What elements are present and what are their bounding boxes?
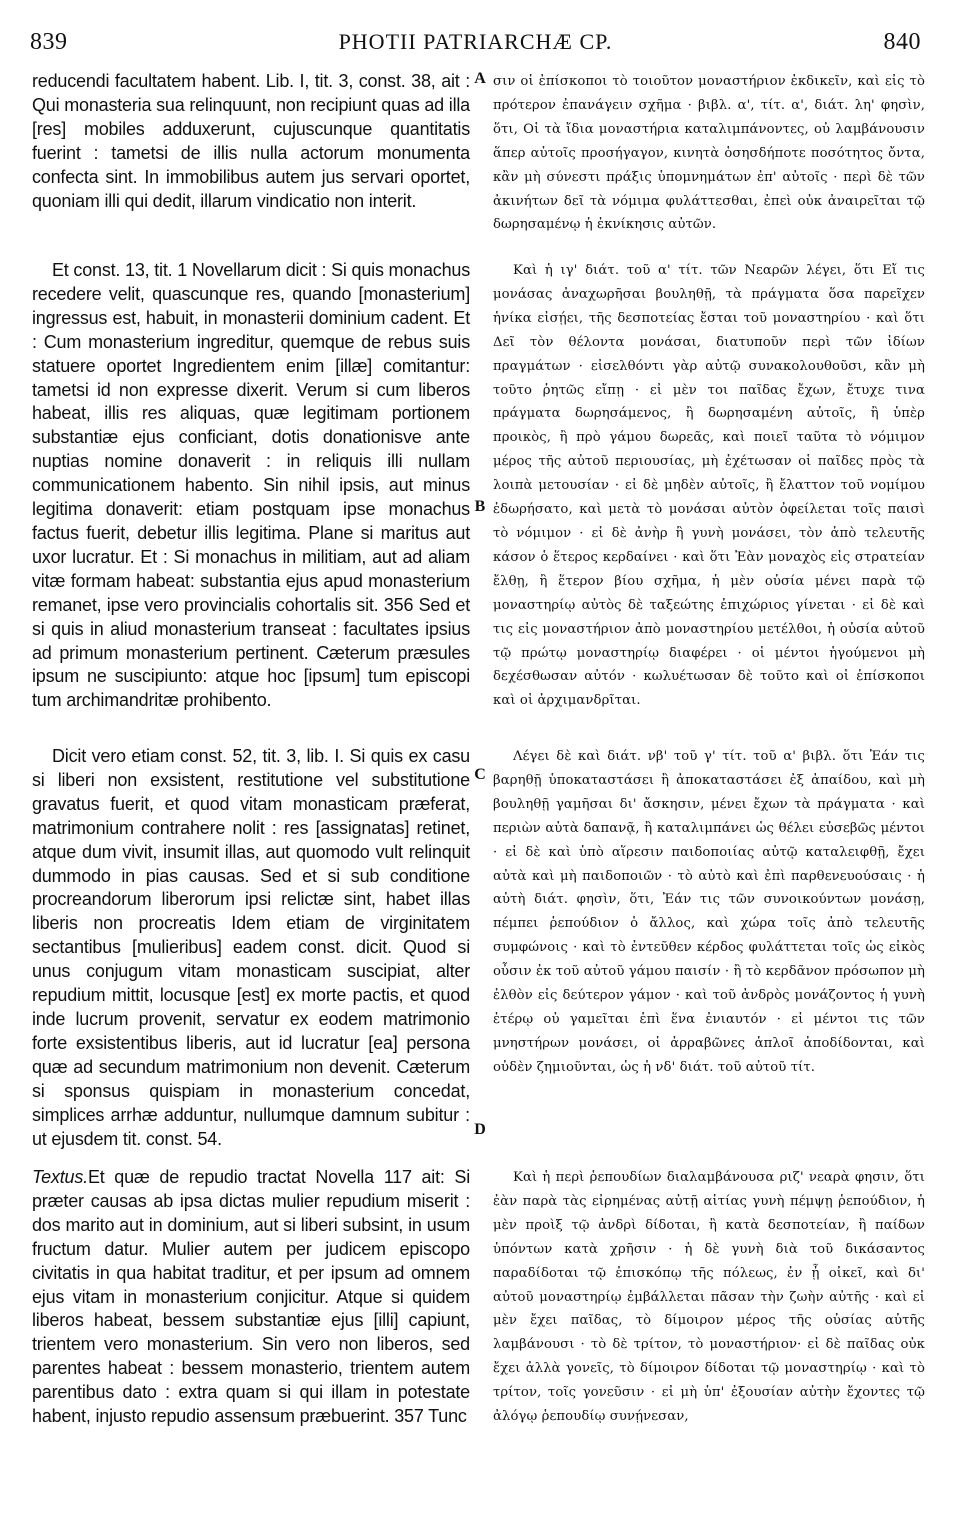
latin-paragraph-3: Dicit vero etiam const. 52, tit. 3, lib. I. Si quis ex casu si liberi non exsistent, restitutione vel substitutione gravatus fuerit, et quod vitam monasticam præferat, matrimonium contrahere nolit : res [assignatas] retinet, atque dum vivit, insumit illas, aut quomodo vult relinquit dummodo in pias causas. Sed et si sub conditione procreandorum liberorum ipsi relictæ sint, habet illas liberis non procreatis Idem etiam de virginitatem sectantibus [mulieribus] eadem const. dicit. Quod si unus conjugum vitam monasticam suscipiat, alter repudium mittit, locusque [est] ex morte pactis, et quod inde lucrum provenit, servatur ex eodem matrimonio forte exsistentibus liberis, aut id lucratur [ea] persona quæ ad secundum matrimonium non devenit. Cæterum si sponsus quispiam in monasterium concedat, simplices arrhæ adduntur, nullumque damnum subitur : ut ejusdem tit. const. 54.	[32, 746, 470, 1149]
greek-column	[493, 70, 925, 237]
latin-paragraph-4-text: Et quæ de repudio tractat Novella 117 ait: Si præter causas ab ipsa dictas mulier repudium miserit : dos marito aut in dominium, aut si liberi subsint, in usum fructum datur. Mulier autem per judicem episcopo civitatis in qua habitat traditur, et per ipsum ad omnem ejus vitam in monasterium conjicitur. Atque si quidem liberos habeat, bessem substantiæ ejus [illi] capiunt, trientem vero monasterium. Sin vero non liberos, sed parentes habeat : bessem monasterio, trientem autem parentibus dato : extra quam si qui illam in potestate habent, injusto repudio assensum præbuerint. 357 Tunc	[32, 1167, 470, 1427]
greek-column-3	[493, 745, 925, 1080]
latin-column-4	[32, 1166, 470, 1429]
textus-label: Textus.	[32, 1167, 88, 1187]
left-page-number: 839	[30, 28, 68, 55]
margin-marker-d: D	[474, 1121, 486, 1138]
latin-column-3	[32, 745, 470, 1151]
page-header	[30, 22, 921, 62]
greek-paragraph-4: Καὶ ἡ περὶ ῥεπουδίων διαλαμβάνουσα ριζ' νεαρὰ φησιν, ὅτι ἐὰν παρὰ τὰς εἰρημένας αὐτῇ αἰτίας γυνὴ πέμψῃ ῥεπούδιον, ἡ μὲν προὶξ τῷ ἀνδρὶ δίδοται, ἢ κατὰ δεσποτείαν, ἢ παίδων ὑπόντων κατὰ χρῆσιν · ἡ δὲ γυνὴ διὰ τοῦ δικάσαντος παραδίδοται τῷ ἐπισκόπῳ τῆς πόλεως, ἐν ᾗ οἰκεῖ, καὶ δι' αὐτοῦ μοναστηρίῳ ἐμβάλλεται πᾶσαν τὴν ζωὴν αὐτῆς · καὶ εἰ μὲν ἔχει παῖδας, τὸ δίμοιρον μέρος τῆς οὐσίας αὐτῆς λαμβάνουσι · τὸ δὲ τρίτον, τὸ μοναστήριον· εἰ δὲ παῖδας οὐκ ἔχει ἀλλὰ γονεῖς, τὸ δίμοιρον δίδοται τῷ μοναστηρίῳ · καὶ τὸ τρίτον, τοῖς γονεῦσιν · εἰ μὴ ὑπ' ἐξουσίαν αὐτὴν ἔχοντες τῷ ἀλόγῳ ῥεπουδίῳ συνῄνεσαν,	[493, 1170, 925, 1425]
greek-paragraph-2: Καὶ ἡ ιγ' διάτ. τοῦ α' τίτ. τῶν Νεαρῶν λέγει, ὅτι Εἴ τις μονάσας ἀναχωρῆσαι βουληθῇ, τὰ πράγματα ὅσα παρεῖχεν ἡνίκα εἰσῄει, τῆς δεσποτείας ἔσται τοῦ μοναστηρίου · καὶ ὅτι Δεῖ τὸν θέλοντα μονάσαι, διατυποῦν περὶ τῶν ἰδίων πραγμάτων · εἰσελθόντι γὰρ αὐτῷ συνακολουθοῦσι, κἂν μὴ τοῦτο ῥητῶς εἴπῃ · εἰ μὲν τοι παῖδας ἔχων, ἔτυχε τινα πράγματα δωρησάμενος, ἢ δωρησαμένη αὐτοῖς, ἢ ὑπὲρ προικὸς, ἢ πρὸ γάμου δωρεᾶς, καὶ ποιεῖ ταῦτα τὸ νόμιμον μέρος τῆς αὐτοῦ περιουσίας, μὴ ἐχέτωσαν οἱ παῖδες πρὸς τὰ λοιπὰ μετουσίαν · εἰ δὲ μηδὲν αὐτοῖς, ἢ ἔλαττον τοῦ νομίμου ἐδωρήσατο, καὶ μετὰ τὸ μονάσαι αὐτὸν ὀφείλεται τοῖς παισὶ τὸ νόμιμον · εἰ δὲ ἀνὴρ ἢ γυνὴ μονάσει, τὸν ἀπὸ τελευτῆς κάσον ὁ ἕτερος κερδαίνει · καὶ ὅτι Ἐὰν μοναχὸς εἰς στρατείαν ἔλθῃ, ἢ ἕτερον βίου σχῆμα, ἡ μὲν οὐσία μένει παρὰ τῷ μοναστηρίῳ αὐτὸς δὲ ταξεώτης ἐπιχώριος γίνεται · εἰ δὲ καὶ τις εἰς μοναστήριον ἀπὸ μοναστηρίου μετέλθοι, ἡ οὐσία αὐτοῦ τῷ πρώτῳ μοναστηρίῳ διαφέρει · οἱ μέντοι ἡγούμενοι μὴ δεχέσθωσαν αὐτόν · κωλυέτωσαν δὲ τοῦτο καὶ οἱ ἐπίσκοποι καὶ οἱ ἀρχιμανδρῖται.	[493, 263, 925, 709]
greek-column-2	[493, 259, 925, 713]
margin-marker-a: A	[474, 70, 486, 87]
margin-marker-c: C	[474, 766, 486, 783]
latin-column	[32, 70, 470, 213]
greek-paragraph-3: Λέγει δὲ καὶ διάτ. νβ' τοῦ γ' τίτ. τοῦ α' βιβλ. ὅτι Ἐάν τις βαρηθῇ ὑποκαταστάσει ἢ ἀποκαταστάσει ἐξ ἀπαίδου, καὶ μὴ βουληθῇ γαμῆσαι δι' ἄσκησιν, μένει ἔχων τὰ πράγματα · καὶ περιὼν αὐτὰ δαπανᾷ, ἢ καταλιμπάνει ὡς θέλει εὐσεβῶς μέντοι · εἰ δὲ καὶ ὑπὸ αἵρεσιν παιδοποιίας αὐτῷ καταλειφθῇ, ἔχει αὐτὰ καὶ μὴ παιδοποιῶν · τὸ αὐτὸ καὶ ἐπὶ παρθενευούσαις · ἡ αὐτὴ διάτ. φησὶν, ὅτι, Ἐάν τις τῶν συνοικούντων μονάσῃ, πέμπει ῥεπούδιον ὁ ἄλλος, καὶ χώρα τοῖς ἀπὸ τελευτῆς συμφώνοις · καὶ τὸ ἐντεῦθεν κέρδος φυλάττεται τοῖς ὡς εἰκὸς οὖσιν ἐκ τοῦ αὐτοῦ γάμου παισίν · ἢ τὸ κερδᾶνον πρόσωπον μὴ ἐλθὸν εἰς δεύτερον γάμον · καὶ τοῦ ἀνδρὸς μονάζοντος ἡ γυνὴ ἑτέρῳ οὐ γαμεῖται ἐπὶ ἕνα ἐνιαυτόν · εἰ μέντοι τις τῶν μνηστήρων μονάσει, οἱ ἀρραβῶνες ἁπλοῖ ἀποδίδονται, καὶ οὐδὲν ζημιοῦνται, ὡς ἡ νδ' διάτ. τοῦ αὐτοῦ τίτ.	[493, 749, 925, 1075]
latin-column-2	[32, 259, 470, 713]
greek-paragraph-1: σιν οἱ ἐπίσκοποι τὸ τοιοῦτον μοναστήριον ἐκδικεῖν, καὶ εἰς τὸ πρότερον ἐπανάγειν σχῆμα · βιβλ. α', τίτ. α', διάτ. λη' φησὶν, ὅτι, Οἱ τὰ ἴδια μοναστήρια καταλιμπάνοντες, οὐ λαμβάνουσιν ἅπερ αὐτοῖς προσήγαγον, κινητὰ ὁσησδήποτε ποσότητος ὄντα, κἂν μὴ σύνεστι πράξις ὑπομνημάτων ἐπ' αὐτοῖς · περὶ δὲ τῶν ἀκινήτων δεῖ τὰ νόμιμα φυλάττεσθαι, ἐπεὶ οὐκ ἀναιρεῖται τῷ δωρησαμένῳ ἡ ἐκνίκησις αὐτῶν.	[493, 74, 925, 233]
greek-column-4	[493, 1166, 925, 1429]
latin-paragraph-4	[32, 1166, 470, 1429]
running-title: PHOTII PATRIARCHÆ CP.	[338, 29, 613, 54]
right-page-number: 840	[883, 28, 921, 55]
margin-marker-b: B	[474, 498, 486, 515]
latin-paragraph-2: Et const. 13, tit. 1 Novellarum dicit : Si quis monachus recedere velit, quascunque res, quando [monasterium] ingressus est, habuit, in monasterii dominium cadent. Et : Cum monasterium ingreditur, quemque de rebus suis statuere oportet Ingredientem enim [illæ] comitantur: tametsi id non expresse dixerit. Verum si cum liberos habeat, illis res aliquas, quæ legitimam portionem substantiæ ejus conficiant, dotis donationisve ante nuptias nomine donaverit : in reliquis illi nullam communicationem habento. Sin nihil ipsis, aut minus legitima donaverit: etiam postquam ipse monachus factus fuerit, debetur illis legitima. Plane si maritus aut uxor lucratur. Et : Si monachus in militiam, aut ad aliam vitæ formam habeat: substantia ejus apud monasterium remanet, ipse vero provincialis cohortalis sit. 356 Sed et si quis in aliud monasterium transeat : facultates ipsius ad primum monasterium pertinent. Cæterum præsules ipsum ne suscipiunto: atque hoc [ipsum] tum episcopi tum archimandritæ prohibento.	[32, 260, 470, 711]
latin-paragraph-1: reducendi facultatem habent. Lib. I, tit. 3, const. 38, ait : Qui monasteria sua relinquunt, non recipiunt quas ad illa [res] mobiles adduxerunt, cujuscunque quantitatis fuerint : tametsi de illis nulla actorum monumenta confecta sint. In immobilibus autem jus servari oportet, quoniam illi qui dedit, illarum vindicatio non interit.	[32, 71, 470, 211]
